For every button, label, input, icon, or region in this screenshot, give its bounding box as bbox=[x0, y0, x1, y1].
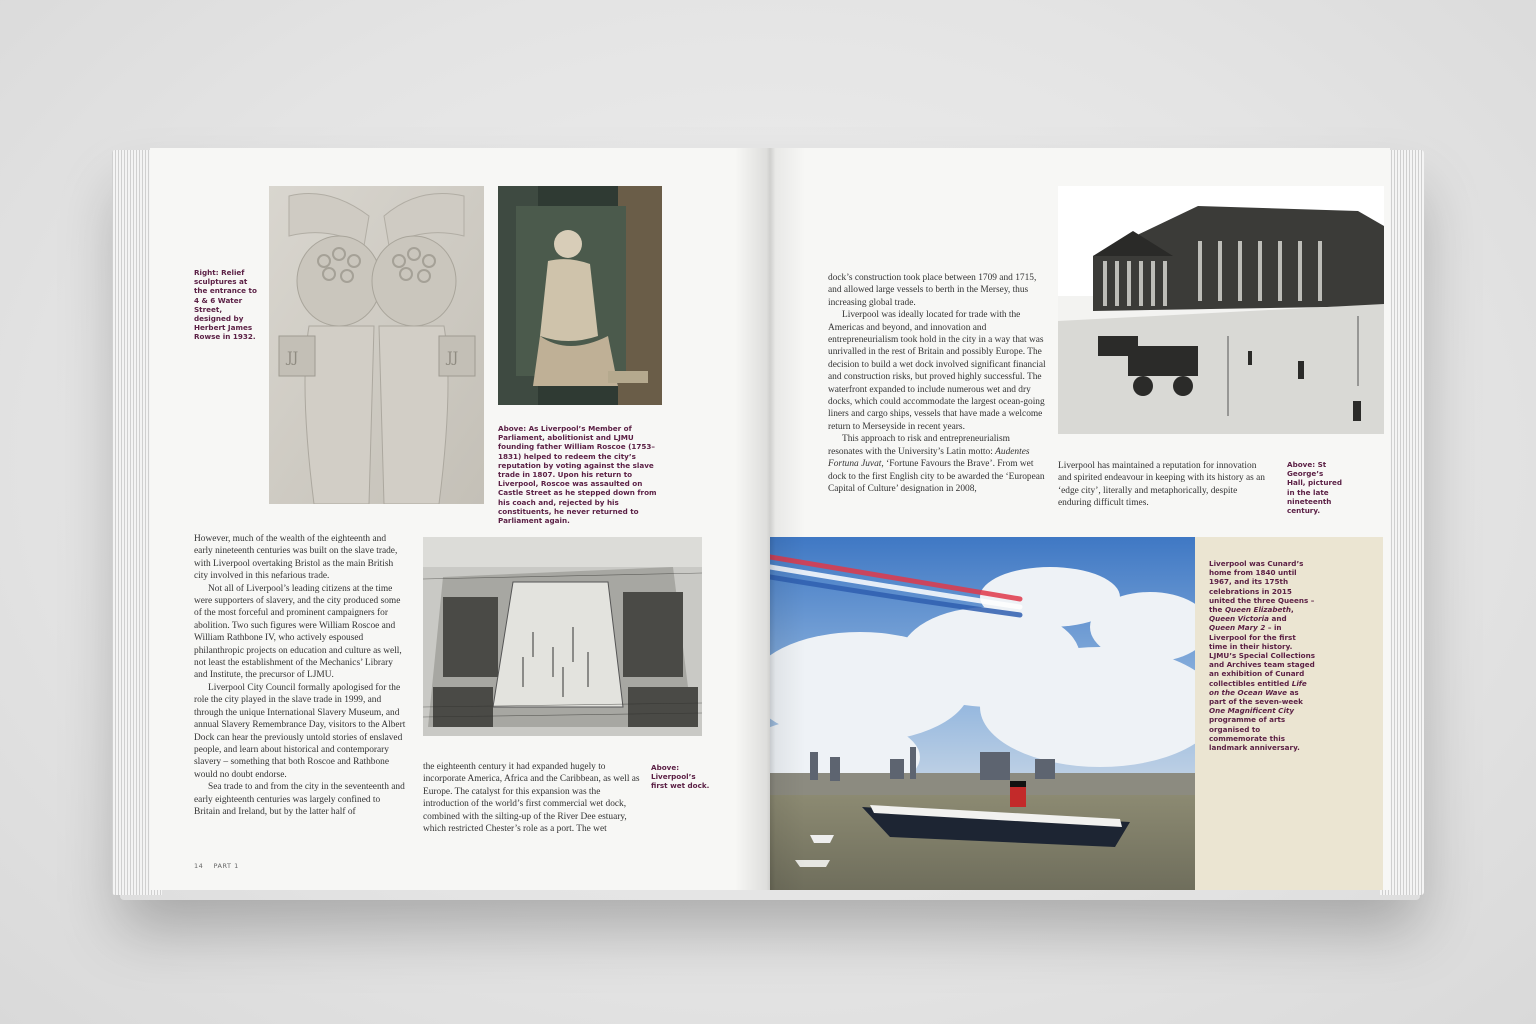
roscoe-caption: Above: As Liverpool’s Member of Parliament, abolitionist and LJMU founding father William Roscoe (1753–1831) helped to redeem the city’s reputation by voting against the slave trade in 1807. Upon his return to Liverpool, Roscoe was assaulted on Castle Street as he stepped down from his coach and, rejected by his constituents, he never returned to Parliament again. bbox=[498, 424, 657, 526]
svg-text:JJ: JJ bbox=[287, 350, 299, 366]
right-motto-paragraph bbox=[828, 433, 1046, 495]
cunard-caption-text: as part of the seven-week bbox=[1209, 687, 1303, 707]
right-body-column-2 bbox=[1058, 460, 1272, 510]
cunard-caption-text: and bbox=[1269, 614, 1287, 624]
left-body-column-2 bbox=[423, 761, 645, 835]
page-folio bbox=[194, 862, 239, 870]
relief-sculpture-image bbox=[269, 186, 484, 504]
right-paragraph: dock’s construction took place between 1709 and 1715, and allowed large vessels to berth in the Mersey, thus increasing global trade. bbox=[828, 273, 1037, 308]
motto-intro: This approach to risk and entrepreneurialism resonates with the University’s Latin motto: bbox=[828, 434, 1010, 457]
right-body-column-1 bbox=[828, 272, 1046, 495]
cunard-caption bbox=[1209, 559, 1315, 752]
right-paragraph: Liverpool was ideally located for trade with the Americas and beyond, and innovation and entrepreneurialism took hold in the city in a way that was unrivalled in the rest of Britain and possibly Europe. The decision to build a wet dock involved significant financial and construction risks, but proved highly successful. The waterfront expanded to include numerous wet and dry docks, which could accommodate the largest ocean-going liners and cargo ships, vessels that have made a welcome return to Merseyside in recent years. bbox=[828, 310, 1046, 432]
cunard-ship-name: Queen Victoria bbox=[1209, 614, 1269, 624]
left-paragraph: Not all of Liverpool’s leading citizens at the time were supporters of slavery, and the city produced some of the most forceful and prominent campaigners for abolition. Two such figures were William Roscoe and William Rathbone IV, who actively espoused philanthropic projects on education and culture as well, not least the establishment of the Mechanics’ Library and Institute, the precursor of LJMU. bbox=[194, 583, 402, 681]
relief-caption: Right: Relief sculptures at the entrance to 4 & 6 Water Street, designed by Herbert James Rowse in 1932. bbox=[194, 268, 257, 342]
left-col2-paragraph: the eighteenth century it had expanded hugely to incorporate America, Africa and the Caribbean, as well as Europe. The catalyst for this expansion was the introduction of the world’s first commercial wet dock, combined with the silting-up of the River Dee estuary, which restricted Chester’s role as a port. The wet bbox=[423, 762, 640, 835]
exhibition-title: Life on the Ocean Wave bbox=[1209, 678, 1307, 697]
roscoe-statue-image bbox=[498, 186, 662, 405]
cunard-caption-text: Liverpool was Cunard’s home from 1840 until 1967, and its 175th celebrations in 2015 united the three Queens – the bbox=[1209, 559, 1315, 615]
st-georges-hall-image bbox=[1058, 186, 1384, 434]
left-paragraph: Liverpool City Council formally apologised for the role the city played in the slave trade in 1999, and through the unique International Slavery Museum, and annual Slavery Remembrance Day, visitors to the Albert Dock can hear the previously untold stories of enslaved people, and learn about historical and contemporary slavery – something that both Roscoe and Rathbone would no doubt endorse. bbox=[194, 682, 406, 780]
motto-rest: , ‘Fortune Favours the Brave’. From wet dock to the first English city to be awarded the ‘European Capital of Culture’ designation in 2008, bbox=[828, 459, 1045, 494]
cunard-ship-name: Queen Elizabeth bbox=[1224, 605, 1291, 615]
wet-dock-caption: Above: Liverpool’s first wet dock. bbox=[651, 763, 710, 791]
page-number: 14 bbox=[194, 862, 204, 870]
st-georges-hall-caption: Above: St George’s Hall, pictured in the late nineteenth century. bbox=[1287, 460, 1343, 516]
queen-mary-2-photo bbox=[770, 537, 1195, 890]
part-label: PART 1 bbox=[213, 862, 239, 870]
svg-text:JJ: JJ bbox=[447, 350, 459, 366]
latin-motto: Audentes Fortuna Juvat bbox=[828, 446, 1030, 470]
left-paragraph: However, much of the wealth of the eighteenth and early nineteenth centuries was built on the slave trade, with Liverpool overtaking Bristol as the main British city involved in this nefarious trade. bbox=[194, 534, 398, 582]
cunard-caption-text: – in Liverpool for the first time in their history. LJMU’s Special Collections and Archives team staged an exhibition of Cunard collectibles entitled bbox=[1209, 623, 1315, 688]
cunard-caption-text: , bbox=[1290, 605, 1294, 615]
left-body-column-1 bbox=[194, 533, 406, 818]
cunard-caption-panel bbox=[1195, 537, 1383, 890]
programme-title: One Magnificent City bbox=[1209, 706, 1295, 716]
cunard-caption-text: programme of arts organised to commemorate this landmark anniversary. bbox=[1209, 715, 1300, 753]
right-col2-paragraph: Liverpool has maintained a reputation for innovation and spirited endeavour in keeping with its history as an ‘edge city’, literally and metaphorically, despite enduring difficult times. bbox=[1058, 461, 1265, 509]
cunard-ship-name: Queen Mary 2 bbox=[1209, 623, 1266, 633]
wet-dock-engraving-image bbox=[423, 537, 702, 736]
left-paragraph: Sea trade to and from the city in the seventeenth and early eighteenth centuries was largely confined to Britain and Ireland, but by the latter half of bbox=[194, 782, 405, 817]
